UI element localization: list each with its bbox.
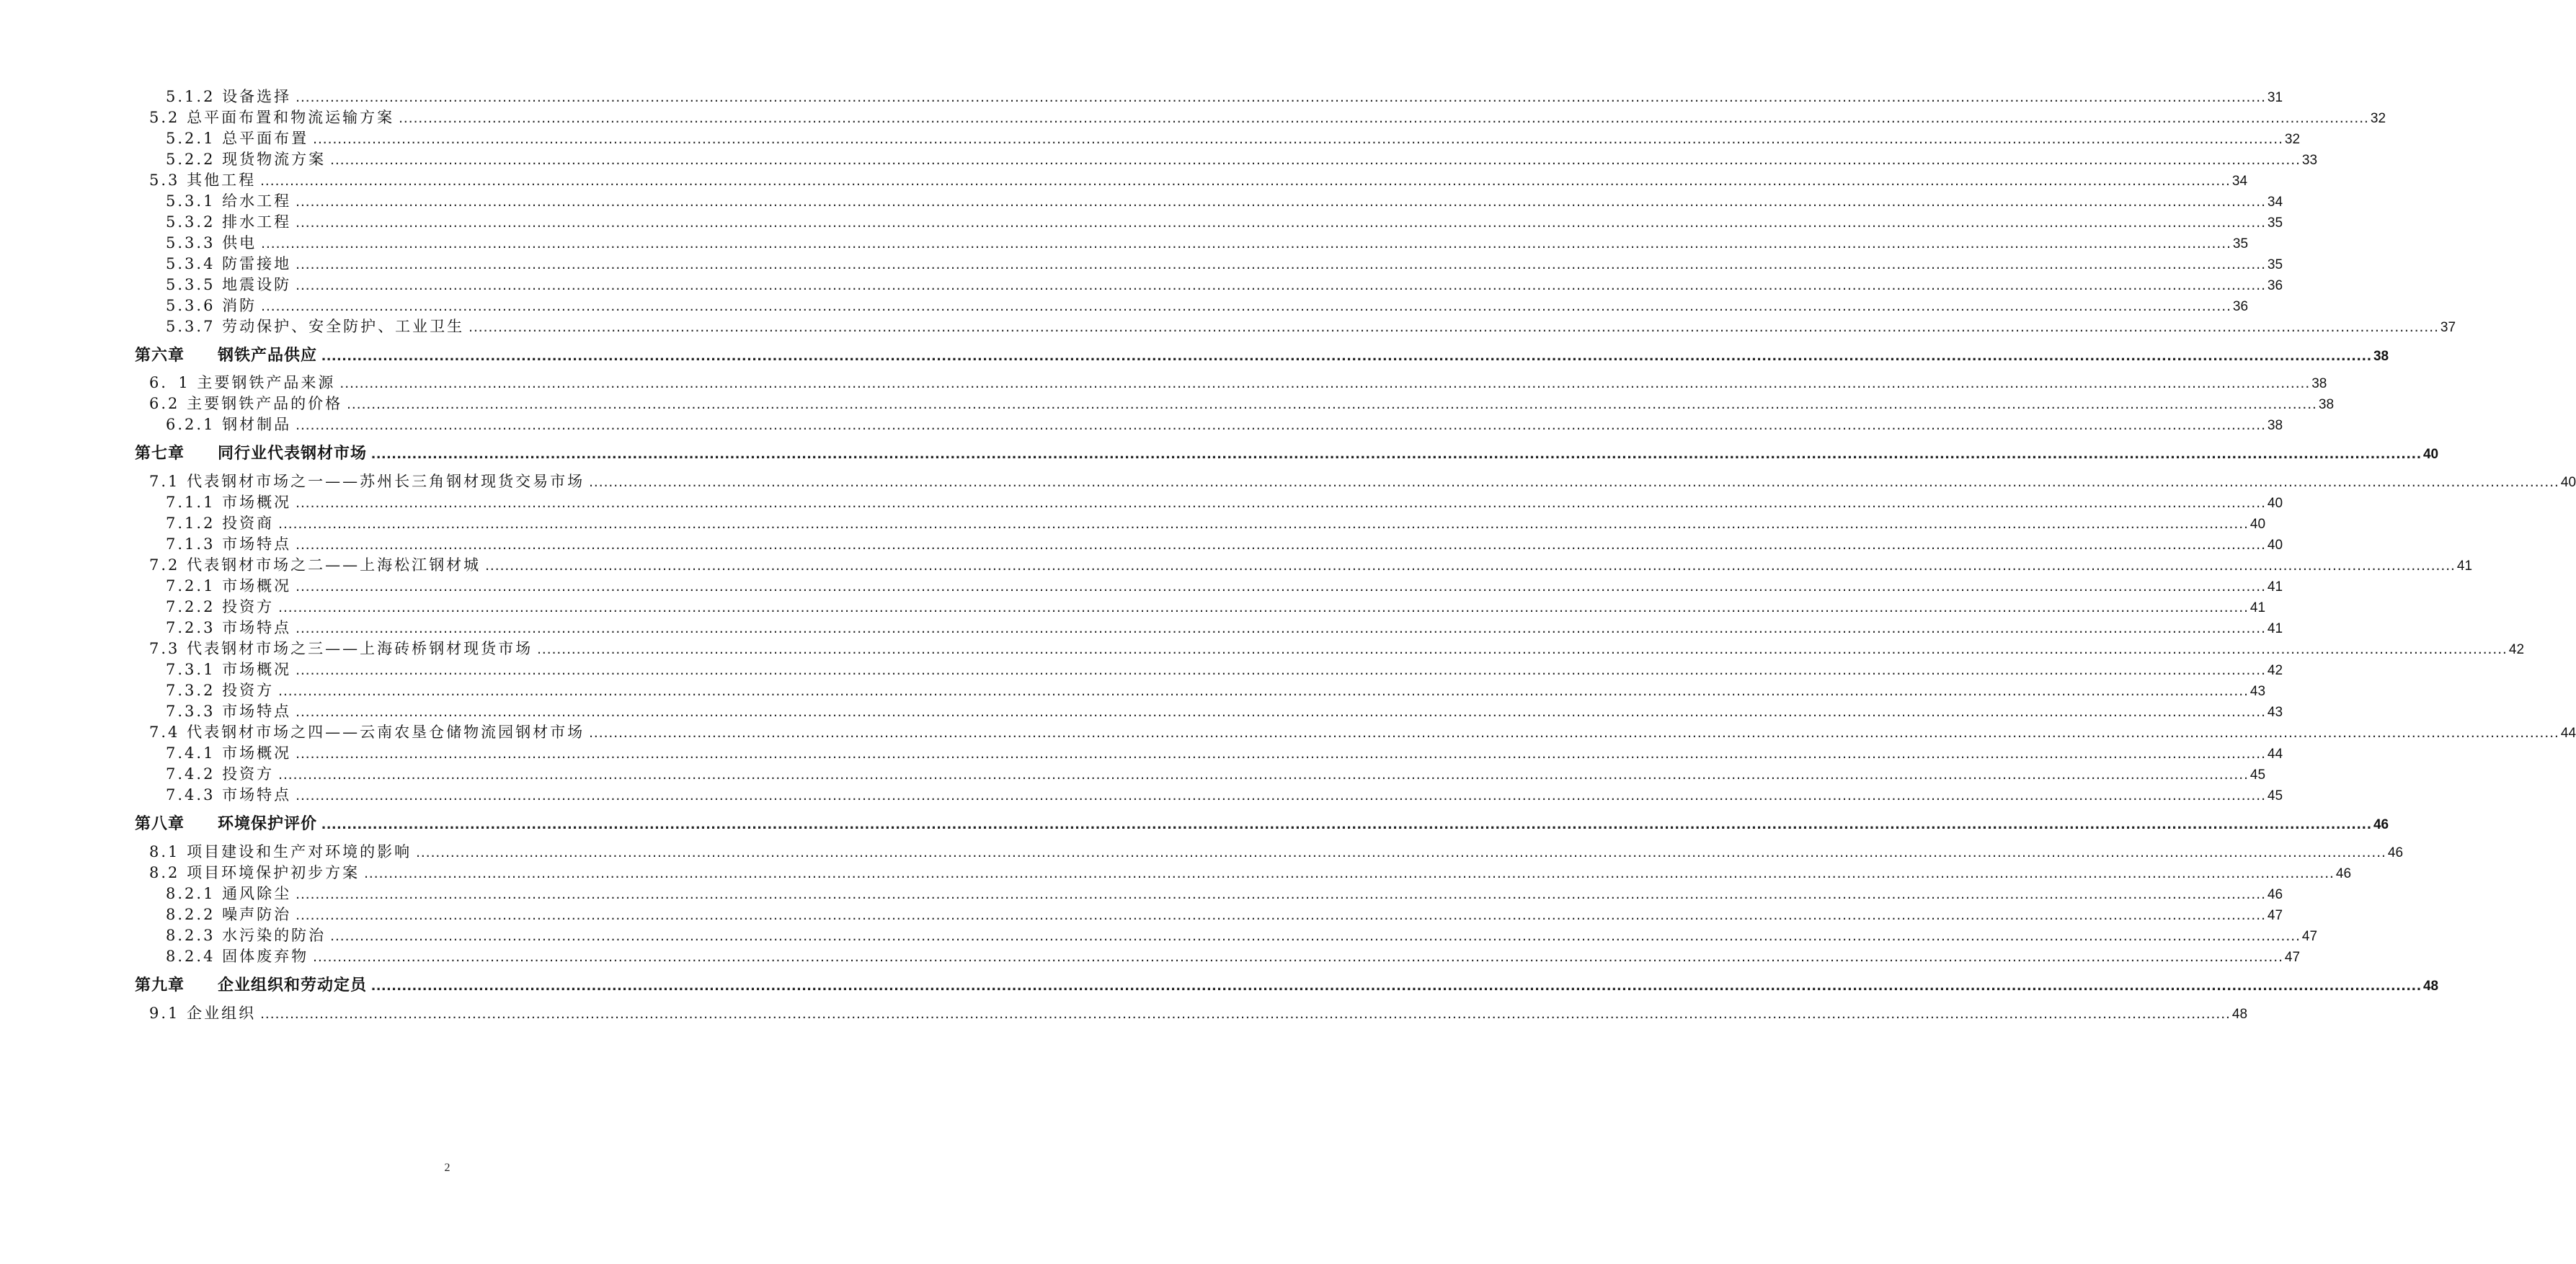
toc-page-number: 35 xyxy=(2267,215,2283,231)
dot-leader: ................................................................................................................................................................................................................................................................................................................................................................................................................ xyxy=(321,346,2372,364)
toc-entry-title: 7.4 代表钢材市场之四——云南农垦仓储物流园钢材市场 xyxy=(149,724,585,741)
toc-page-number: 48 xyxy=(2231,1007,2248,1022)
toc-page-number: 38 xyxy=(2373,349,2389,364)
toc-entry-title: 7.2.3 市场特点 xyxy=(166,619,292,636)
toc-page-number: 46 xyxy=(2267,887,2283,902)
toc-page-number: 46 xyxy=(2387,845,2404,860)
toc-page-number: 41 xyxy=(2267,621,2283,636)
dot-leader: ................................................................................................................................................................................................................................................................................................................................................................................................................ xyxy=(260,172,2231,189)
dot-leader: ................................................................................................................................................................................................................................................................................................................................................................................................................ xyxy=(296,89,2266,105)
dot-leader: ................................................................................................................................................................................................................................................................................................................................................................................................................ xyxy=(416,844,2386,860)
toc-page-number: 41 xyxy=(2249,600,2266,615)
dot-leader: ................................................................................................................................................................................................................................................................................................................................................................................................................ xyxy=(371,976,2422,994)
toc-chapter-entry[interactable] xyxy=(135,441,2439,463)
dot-leader: ................................................................................................................................................................................................................................................................................................................................................................................................................ xyxy=(589,724,2559,741)
toc-entry-title: 5.1.2 设备选择 xyxy=(166,88,292,105)
chapter-title: 钢铁产品供应 xyxy=(218,347,318,365)
toc-entry-title: 6.2.1 钢材制品 xyxy=(166,416,292,433)
toc-page-number: 40 xyxy=(2267,496,2283,511)
dot-leader: ................................................................................................................................................................................................................................................................................................................................................................................................................ xyxy=(278,599,2249,615)
dot-leader: ................................................................................................................................................................................................................................................................................................................................................................................................................ xyxy=(296,620,2266,636)
dot-leader: ................................................................................................................................................................................................................................................................................................................................................................................................................ xyxy=(347,396,2317,412)
toc-entry[interactable] xyxy=(166,315,2456,337)
toc-page-number: 38 xyxy=(2311,376,2327,391)
toc-entry-title: 5.3 其他工程 xyxy=(149,172,257,189)
toc-page-number: 40 xyxy=(2560,475,2576,490)
chapter-number: 第七章 xyxy=(135,445,185,463)
dot-leader: ................................................................................................................................................................................................................................................................................................................................................................................................................ xyxy=(339,375,2311,391)
toc-chapter-entry[interactable] xyxy=(135,343,2389,365)
toc-page-number: 43 xyxy=(2249,684,2266,699)
toc-entry-title: 5.2 总平面布置和物流运输方案 xyxy=(149,109,395,126)
dot-leader: ................................................................................................................................................................................................................................................................................................................................................................................................................ xyxy=(296,745,2266,762)
toc-page-number: 41 xyxy=(2267,579,2283,595)
toc-page-number: 32 xyxy=(2284,132,2301,147)
toc-page-number: 37 xyxy=(2440,320,2456,335)
toc-entry-title: 7.3 代表钢材市场之三——上海砖桥钢材现货市场 xyxy=(149,640,533,657)
toc-page-number: 48 xyxy=(2422,979,2439,994)
toc-entry[interactable] xyxy=(166,679,2266,700)
toc-entry-title: 8.1 项目建设和生产对环境的影响 xyxy=(149,843,412,860)
toc-entry[interactable] xyxy=(166,700,2283,721)
dot-leader: ................................................................................................................................................................................................................................................................................................................................................................................................................ xyxy=(296,193,2266,210)
toc-page-number: 33 xyxy=(2301,153,2318,168)
toc-entry-title: 6．1 主要钢铁产品来源 xyxy=(149,374,336,391)
toc-page-number: 34 xyxy=(2267,195,2283,210)
toc-entry-title: 7.4.1 市场概况 xyxy=(166,744,292,762)
toc-entry-title: 5.3.7 劳动保护、安全防护、工业卫生 xyxy=(166,318,465,335)
toc-entry-title: 5.3.2 排水工程 xyxy=(166,213,292,231)
toc-entry-title xyxy=(135,811,317,834)
dot-leader: ................................................................................................................................................................................................................................................................................................................................................................................................................ xyxy=(278,515,2249,532)
toc-page-number: 46 xyxy=(2335,866,2352,881)
toc-chapter-entry[interactable] xyxy=(135,811,2389,834)
chapter-title: 同行业代表钢材市场 xyxy=(218,445,368,463)
toc-entry[interactable] xyxy=(166,252,2283,274)
toc-page-number: 47 xyxy=(2284,950,2301,965)
dot-leader: ................................................................................................................................................................................................................................................................................................................................................................................................................ xyxy=(260,1005,2231,1022)
dot-leader: ................................................................................................................................................................................................................................................................................................................................................................................................................ xyxy=(468,319,2439,335)
toc-entry-title: 5.2.2 现货物流方案 xyxy=(166,151,327,168)
dot-leader: ................................................................................................................................................................................................................................................................................................................................................................................................................ xyxy=(371,444,2422,462)
toc-entry[interactable] xyxy=(166,924,2318,945)
dot-leader: ................................................................................................................................................................................................................................................................................................................................................................................................................ xyxy=(321,814,2372,832)
toc-entry[interactable] xyxy=(166,742,2283,763)
toc-entry-title: 7.1.1 市场概况 xyxy=(166,494,292,511)
toc-page-number: 44 xyxy=(2560,726,2576,741)
toc-page-number: 46 xyxy=(2373,817,2389,832)
toc-entry-title: 7.2.1 市场概况 xyxy=(166,577,292,595)
toc-entry-title: 5.3.1 给水工程 xyxy=(166,192,292,210)
toc-entry[interactable] xyxy=(166,413,2283,435)
toc-entry-title: 7.1.2 投资商 xyxy=(166,515,275,532)
toc-entry[interactable] xyxy=(166,595,2266,617)
toc-entry[interactable] xyxy=(166,533,2283,554)
toc-chapter-entry[interactable] xyxy=(135,973,2439,995)
toc-entry[interactable] xyxy=(166,658,2283,680)
toc-page-number: 47 xyxy=(2301,929,2318,944)
dot-leader: ................................................................................................................................................................................................................................................................................................................................................................................................................ xyxy=(313,948,2283,965)
dot-leader: ................................................................................................................................................................................................................................................................................................................................................................................................................ xyxy=(296,703,2266,720)
toc-page-number: 42 xyxy=(2267,663,2283,678)
toc-page-number: 40 xyxy=(2249,517,2266,532)
dot-leader: ................................................................................................................................................................................................................................................................................................................................................................................................................ xyxy=(296,578,2266,595)
toc-entry[interactable] xyxy=(149,840,2404,862)
toc-page-number: 36 xyxy=(2232,299,2249,314)
toc-page-number: 35 xyxy=(2232,236,2249,252)
toc-entry[interactable] xyxy=(166,945,2301,966)
toc-page-number: 32 xyxy=(2370,111,2386,126)
toc-entry-title: 5.3.4 防雷接地 xyxy=(166,255,292,272)
dot-leader: ................................................................................................................................................................................................................................................................................................................................................................................................................ xyxy=(261,298,2231,314)
dot-leader: ................................................................................................................................................................................................................................................................................................................................................................................................................ xyxy=(330,927,2301,944)
toc-entry-title: 7.3.2 投资方 xyxy=(166,682,275,699)
dot-leader: ................................................................................................................................................................................................................................................................................................................................................................................................................ xyxy=(296,277,2266,293)
toc-entry-title: 7.3.3 市场特点 xyxy=(166,703,292,720)
toc-entry[interactable] xyxy=(166,85,2283,107)
chapter-number: 第六章 xyxy=(135,347,185,365)
toc-entry[interactable] xyxy=(166,574,2283,596)
toc-entry-title: 8.2.2 噪声防治 xyxy=(166,906,292,923)
toc-page-number: 42 xyxy=(2508,642,2525,657)
dot-leader: ................................................................................................................................................................................................................................................................................................................................................................................................................ xyxy=(261,235,2231,252)
toc-entry[interactable] xyxy=(149,169,2248,190)
toc-entry-title: 5.3.5 地震设防 xyxy=(166,276,292,293)
toc-entry-title: 7.4.2 投资方 xyxy=(166,765,275,783)
toc-entry-title: 6.2 主要钢铁产品的价格 xyxy=(149,395,343,412)
toc-entry[interactable] xyxy=(149,392,2335,414)
toc-entry[interactable] xyxy=(149,371,2327,393)
dot-leader: ................................................................................................................................................................................................................................................................................................................................................................................................................ xyxy=(278,682,2249,699)
chapter-number: 第八章 xyxy=(135,815,185,833)
toc-page-number: 45 xyxy=(2267,788,2283,804)
toc-page-number: 31 xyxy=(2267,90,2283,105)
dot-leader: ................................................................................................................................................................................................................................................................................................................................................................................................................ xyxy=(278,766,2249,783)
toc-page-number: 40 xyxy=(2422,447,2439,462)
toc-entry-title: 8.2.4 固体废弃物 xyxy=(166,948,309,965)
toc-page-number: 35 xyxy=(2267,257,2283,272)
dot-leader: ................................................................................................................................................................................................................................................................................................................................................................................................................ xyxy=(296,886,2266,902)
toc-page-number: 38 xyxy=(2267,418,2283,433)
toc-entry[interactable] xyxy=(166,127,2301,148)
toc-entry-title: 7.3.1 市场概况 xyxy=(166,661,292,678)
toc-entry-title: 5.3.3 供电 xyxy=(166,234,257,252)
toc-entry-title: 8.2 项目环境保护初步方案 xyxy=(149,864,360,881)
toc-entry-title: 7.2 代表钢材市场之二——上海松江钢材城 xyxy=(149,556,481,574)
toc-page-number: 43 xyxy=(2267,705,2283,720)
toc-entry-title: 5.2.1 总平面布置 xyxy=(166,130,309,147)
page-number: 2 xyxy=(444,1162,450,1174)
toc-page-number: 41 xyxy=(2456,558,2473,574)
chapter-title: 企业组织和劳动定员 xyxy=(218,976,368,994)
dot-leader: ................................................................................................................................................................................................................................................................................................................................................................................................................ xyxy=(296,787,2266,804)
toc-entry-title: 9.1 企业组织 xyxy=(149,1005,257,1022)
toc-entry[interactable] xyxy=(149,721,2576,742)
toc-page-number: 47 xyxy=(2267,908,2283,923)
dot-leader: ................................................................................................................................................................................................................................................................................................................................................................................................................ xyxy=(296,256,2266,272)
toc-entry[interactable] xyxy=(149,637,2525,659)
toc-entry-title: 7.1 代表钢材市场之一——苏州长三角钢材现货交易市场 xyxy=(149,473,585,490)
toc-entry[interactable] xyxy=(149,470,2576,491)
toc-entry[interactable] xyxy=(166,491,2283,512)
dot-leader: ................................................................................................................................................................................................................................................................................................................................................................................................................ xyxy=(537,641,2508,657)
dot-leader: ................................................................................................................................................................................................................................................................................................................................................................................................................ xyxy=(364,865,2335,881)
toc-entry[interactable] xyxy=(149,106,2386,128)
toc-entry[interactable] xyxy=(166,616,2283,638)
toc-entry-title: 8.2.1 通风除尘 xyxy=(166,885,292,902)
dot-leader: ................................................................................................................................................................................................................................................................................................................................................................................................................ xyxy=(296,536,2266,553)
toc-page-number: 45 xyxy=(2249,767,2266,783)
dot-leader: ................................................................................................................................................................................................................................................................................................................................................................................................................ xyxy=(313,130,2283,147)
toc-entry[interactable] xyxy=(166,783,2283,805)
dot-leader: ................................................................................................................................................................................................................................................................................................................................................................................................................ xyxy=(330,151,2301,168)
dot-leader: ................................................................................................................................................................................................................................................................................................................................................................................................................ xyxy=(485,557,2456,574)
toc-entry[interactable] xyxy=(166,273,2283,295)
toc-entry-title: 7.1.3 市场特点 xyxy=(166,535,292,553)
toc-page-number: 40 xyxy=(2267,538,2283,553)
toc-entry[interactable] xyxy=(166,294,2249,316)
toc-page-number: 36 xyxy=(2267,278,2283,293)
dot-leader: ................................................................................................................................................................................................................................................................................................................................................................................................................ xyxy=(589,473,2559,490)
dot-leader: ................................................................................................................................................................................................................................................................................................................................................................................................................ xyxy=(296,907,2266,923)
toc-entry[interactable] xyxy=(166,882,2283,904)
chapter-title: 环境保护评价 xyxy=(218,815,318,833)
toc-entry[interactable] xyxy=(166,210,2283,232)
toc-entry[interactable] xyxy=(166,903,2283,925)
toc-entry[interactable] xyxy=(149,1002,2248,1023)
dot-leader: ................................................................................................................................................................................................................................................................................................................................................................................................................ xyxy=(296,494,2266,511)
toc-entry[interactable] xyxy=(166,190,2283,211)
dot-leader: ................................................................................................................................................................................................................................................................................................................................................................................................................ xyxy=(296,417,2266,433)
toc-page-number: 38 xyxy=(2318,397,2335,412)
dot-leader: ................................................................................................................................................................................................................................................................................................................................................................................................................ xyxy=(296,662,2266,678)
toc-entry-title: 7.4.3 市场特点 xyxy=(166,786,292,804)
toc-entry-title: 7.2.2 投资方 xyxy=(166,598,275,615)
toc-entry-title xyxy=(135,973,367,995)
toc-entry[interactable] xyxy=(166,148,2318,169)
toc-entry[interactable] xyxy=(166,512,2266,533)
toc-entry-title: 5.3.6 消防 xyxy=(166,297,257,314)
dot-leader: ................................................................................................................................................................................................................................................................................................................................................................................................................ xyxy=(296,214,2266,231)
toc-entry-title xyxy=(135,441,367,463)
toc-page-number: 34 xyxy=(2231,174,2248,189)
toc-entry-title: 8.2.3 水污染的防治 xyxy=(166,927,327,944)
toc-entry[interactable] xyxy=(166,231,2249,253)
toc-entry[interactable] xyxy=(149,861,2352,883)
toc-page-number: 44 xyxy=(2267,747,2283,762)
dot-leader: ................................................................................................................................................................................................................................................................................................................................................................................................................ xyxy=(399,110,2369,126)
chapter-number: 第九章 xyxy=(135,976,185,994)
toc-entry-title xyxy=(135,343,317,365)
toc-entry[interactable] xyxy=(166,762,2266,784)
toc-entry[interactable] xyxy=(149,553,2473,575)
